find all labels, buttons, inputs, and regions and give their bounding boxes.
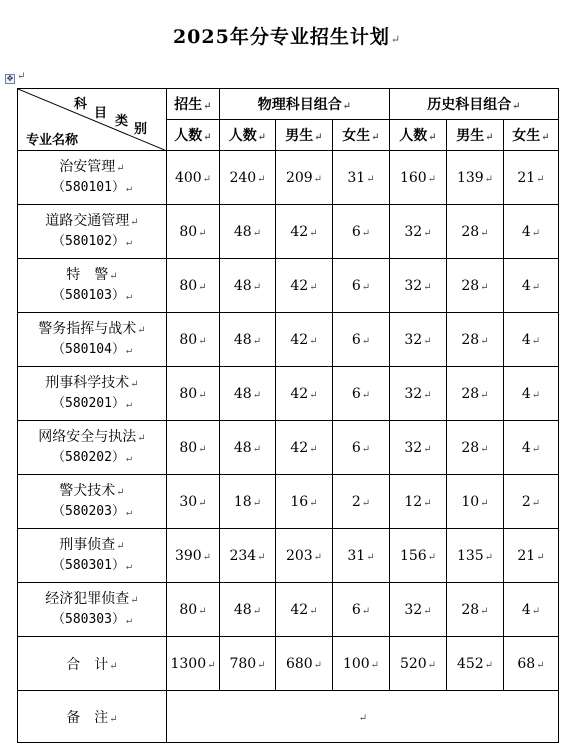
paragraph-mark: ↵ [361,605,371,617]
physics-male-value: 42 [290,331,309,348]
paragraph-mark: ↵ [531,227,541,239]
paragraph-mark: ↵ [252,605,262,617]
title-text: 2025年分专业招生计划 [172,26,390,48]
major-name: 经济犯罪侦查 [45,590,130,607]
physics-total-header: 人数↵ [220,120,276,151]
physics-male-cell [276,583,333,637]
physics-male-cell [276,421,333,475]
paragraph-mark: ↵ [536,551,545,563]
paragraph-mark: ↵ [257,173,266,185]
physics-total-cell [220,259,276,313]
diag-label-3: 类 [115,114,129,129]
enroll-total-value: 80 [179,385,198,402]
history-male-cell [447,475,504,529]
physics-female-value: 31 [347,547,366,564]
physics-total-value: 18 [233,493,252,510]
history-female-value: 4 [521,277,531,294]
paragraph-mark: ↵ [480,227,489,239]
paragraph-mark: ↵ [309,335,318,347]
paragraph-mark: ↵ [252,227,262,239]
paragraph-mark: ↵ [361,335,371,347]
physics-male-cell [276,151,333,205]
diag-label-4: 别 [134,122,148,137]
major-code: （580301） [52,557,125,573]
paragraph-mark: ↵ [361,497,371,509]
remarks-row [18,691,559,743]
physics-female-value: 6 [351,277,361,294]
enroll-total-cell [167,421,220,475]
history-male-cell [447,529,504,583]
history-total-value: 32 [404,331,423,348]
major-name: 道路交通管理 [45,212,130,229]
history-female-value: 4 [521,601,531,618]
table-row [18,151,559,205]
major-cell: 道路交通管理↵ （580102）↵ [18,205,167,259]
physics-male-header: 男生↵ [276,120,333,151]
physics-total-cell [220,151,276,205]
history-female-value: 4 [521,439,531,456]
physics-male-value: 42 [290,601,309,618]
physics-female-cell [333,313,390,367]
totals-enroll-total-cell [167,637,220,691]
physics-total-value: 48 [233,277,252,294]
enroll-header-bottom: 人数↵ [167,120,220,151]
physics-female-cell [333,205,390,259]
history-female-cell [504,421,559,475]
major-name: 网络安全与执法 [38,428,137,445]
physics-total-cell [220,475,276,529]
physics-male-value: 209 [285,169,313,186]
history-total-header: 人数↵ [390,120,447,151]
paragraph-mark: ↵ [370,659,380,671]
enroll-total-value: 80 [179,277,198,294]
totals-physics-male-value: 680 [285,655,313,672]
physics-total-cell [220,421,276,475]
physics-female-header: 女生↵ [333,120,390,151]
table-row [18,205,559,259]
paragraph-mark: ↵ [202,551,212,563]
major-cell: 经济犯罪侦查↵ （580303）↵ [18,583,167,637]
paragraph-mark: ↵ [531,443,541,455]
paragraph-mark: ↵ [480,281,489,293]
totals-physics-total-cell [220,637,276,691]
totals-label-cell: 合 计↵ [18,637,167,691]
physics-total-value: 48 [233,385,252,402]
paragraph-mark: ↵ [202,173,212,185]
major-name: 警犬技术 [59,482,116,499]
enroll-total-value: 80 [179,601,198,618]
history-total-cell [390,259,447,313]
physics-group-header: 物理科目组合↵ [220,89,390,120]
history-male-value: 139 [456,169,484,186]
totals-physics-female-value: 100 [342,655,370,672]
physics-total-value: 234 [229,547,257,564]
physics-male-cell [276,259,333,313]
history-female-cell [504,151,559,205]
history-female-cell [504,583,559,637]
history-male-cell [447,313,504,367]
physics-total-cell [220,313,276,367]
history-total-value: 32 [404,601,423,618]
paragraph-mark: ↵ [313,551,323,563]
physics-male-cell [276,475,333,529]
physics-total-value: 48 [233,331,252,348]
paragraph-mark: ↵ [423,605,432,617]
physics-female-value: 6 [351,331,361,348]
enroll-total-value: 80 [179,439,198,456]
physics-male-cell [276,205,333,259]
physics-total-value: 48 [233,439,252,456]
paragraph-mark: ↵ [257,551,266,563]
history-male-cell [447,583,504,637]
table-row [18,421,559,475]
enroll-total-value: 80 [179,331,198,348]
totals-physics-total-value: 780 [229,655,257,672]
paragraph-mark: ↵ [531,281,541,293]
physics-total-value: 240 [229,169,257,186]
enroll-total-value: 390 [174,547,202,564]
paragraph-mark: ↵ [423,335,432,347]
history-male-cell [447,205,504,259]
paragraph-mark: ↵ [198,443,207,455]
major-code: （580203） [52,503,125,519]
history-total-value: 160 [399,169,427,186]
history-male-cell [447,259,504,313]
paragraph-mark: ↵ [198,281,207,293]
physics-total-cell [220,583,276,637]
paragraph-mark: ↵ [309,227,318,239]
paragraph-mark: ↵ [198,389,207,401]
paragraph-mark: ↵ [427,173,437,185]
history-male-value: 135 [456,547,484,564]
physics-male-value: 42 [290,223,309,240]
enroll-total-value: 30 [179,493,198,510]
table-row [18,475,559,529]
history-female-cell [504,313,559,367]
paragraph-mark: ↵ [366,173,375,185]
major-name: 治安管理 [59,158,116,175]
paragraph-mark: ↵ [309,605,318,617]
enroll-total-cell [167,259,220,313]
major-cell: 刑事侦查↵ （580301）↵ [18,529,167,583]
paragraph-mark: ↵ [427,659,437,671]
history-female-value: 4 [521,331,531,348]
history-female-value: 21 [517,169,536,186]
diagonal-header-cell [18,89,167,151]
paragraph-mark: ↵ [17,71,26,82]
paragraph-mark: ↵ [536,173,545,185]
enroll-total-cell [167,529,220,583]
physics-total-value: 48 [233,601,252,618]
history-female-cell [504,205,559,259]
history-female-cell [504,529,559,583]
table-row [18,259,559,313]
history-female-cell [504,367,559,421]
history-total-cell [390,367,447,421]
totals-enroll-total-value: 1300 [170,655,207,672]
remarks-label-cell: 备 注↵ [18,691,167,743]
history-male-value: 28 [461,439,480,456]
paragraph-mark: ↵ [309,497,318,509]
paragraph-mark: ↵ [366,551,375,563]
enrollment-plan-table [17,88,559,743]
physics-male-value: 42 [290,439,309,456]
history-female-value: 21 [517,547,536,564]
paragraph-mark: ↵ [252,497,262,509]
paragraph-mark: ↵ [252,389,262,401]
history-total-cell [390,475,447,529]
physics-male-value: 203 [285,547,313,564]
totals-history-total-value: 520 [399,655,427,672]
totals-history-male-cell [447,637,504,691]
paragraph-mark: ↵ [484,551,494,563]
history-total-value: 32 [404,439,423,456]
paragraph-mark: ↵ [198,605,207,617]
remarks-value-cell[interactable]: ↵ [167,691,559,743]
totals-row [18,637,559,691]
paragraph-mark: ↵ [198,497,207,509]
enroll-header-top: 招生↵ [167,89,220,120]
enroll-total-cell [167,475,220,529]
paragraph-mark: ↵ [313,659,323,671]
physics-female-cell [333,259,390,313]
major-name: 刑事科学技术 [45,374,130,391]
totals-history-female-value: 68 [517,655,536,672]
physics-male-value: 42 [290,385,309,402]
enroll-total-value: 400 [174,169,202,186]
paragraph-mark: ↵ [252,335,262,347]
paragraph-mark: ↵ [531,389,541,401]
history-male-cell [447,421,504,475]
history-male-cell [447,151,504,205]
paragraph-mark: ↵ [423,497,432,509]
table-row [18,313,559,367]
paragraph-mark: ↵ [361,281,371,293]
physics-female-value: 6 [351,439,361,456]
enroll-total-cell [167,151,220,205]
history-female-value: 4 [521,385,531,402]
physics-male-value: 42 [290,277,309,294]
physics-total-cell [220,367,276,421]
history-total-value: 32 [404,385,423,402]
totals-label: 合 计 [66,656,109,673]
paragraph-mark: ↵ [207,659,216,671]
diag-label-2: 目 [94,106,108,121]
major-code: （580104） [52,341,125,357]
history-male-value: 28 [461,277,480,294]
paragraph-mark: ↵ [361,389,371,401]
history-male-cell [447,367,504,421]
paragraph-mark: ↵ [423,281,432,293]
history-male-header: 男生↵ [447,120,504,151]
physics-female-cell [333,529,390,583]
history-total-cell [390,529,447,583]
history-total-cell [390,583,447,637]
totals-history-total-cell [390,637,447,691]
history-female-value: 4 [521,223,531,240]
major-cell: 警务指挥与战术↵ （580104）↵ [18,313,167,367]
diag-label-major: 专业名称 [26,133,79,148]
diag-label-1: 科 [74,97,88,112]
totals-history-female-cell [504,637,559,691]
history-total-cell [390,151,447,205]
history-female-cell [504,259,559,313]
paragraph-mark: ↵ [531,605,541,617]
paragraph-mark: ↵ [423,227,432,239]
major-code: （580103） [52,287,125,303]
major-name: 特 警 [66,266,109,283]
history-total-cell [390,205,447,259]
paragraph-mark: ↵ [309,281,318,293]
paragraph-mark: ↵ [480,443,489,455]
paragraph-mark: ↵ [313,173,323,185]
paragraph-mark: ↵ [427,551,437,563]
paragraph-mark: ↵ [309,443,318,455]
history-female-header: 女生↵ [504,120,559,151]
paragraph-mark: ↵ [361,227,371,239]
paragraph-mark: ↵ [252,443,262,455]
major-code: （580303） [52,611,125,627]
table-row [18,529,559,583]
physics-female-value: 2 [351,493,361,510]
paragraph-mark: ↵ [361,443,371,455]
table-move-handle-icon[interactable]: ✥ [6,74,14,83]
history-total-cell [390,421,447,475]
paragraph-mark: ↵ [531,335,541,347]
physics-male-cell [276,313,333,367]
physics-female-cell [333,583,390,637]
history-male-value: 28 [461,223,480,240]
physics-female-cell [333,421,390,475]
paragraph-mark: ↵ [423,389,432,401]
paragraph-mark: ↵ [480,335,489,347]
paragraph-mark: ↵ [390,33,402,46]
paragraph-mark: ↵ [531,497,541,509]
physics-total-cell [220,205,276,259]
totals-history-male-value: 452 [456,655,484,672]
paragraph-mark: ↵ [198,335,207,347]
major-code: （580102） [52,233,125,249]
history-total-value: 12 [404,493,423,510]
physics-female-cell [333,367,390,421]
major-name: 警务指挥与战术 [38,320,137,337]
physics-total-cell [220,529,276,583]
major-code: （580202） [52,449,125,465]
paragraph-mark: ↵ [484,173,494,185]
history-male-value: 28 [461,601,480,618]
major-cell: 治安管理↵ （580101）↵ [18,151,167,205]
physics-total-value: 48 [233,223,252,240]
history-male-value: 10 [461,493,480,510]
history-male-value: 28 [461,385,480,402]
paragraph-mark: ↵ [423,443,432,455]
paragraph-mark: ↵ [536,659,545,671]
history-group-header: 历史科目组合↵ [390,89,559,120]
physics-female-cell [333,475,390,529]
physics-female-value: 6 [351,601,361,618]
physics-female-value: 31 [347,169,366,186]
enroll-total-cell [167,583,220,637]
history-total-cell [390,313,447,367]
major-cell: 网络安全与执法↵ （580202）↵ [18,421,167,475]
physics-male-cell [276,529,333,583]
history-female-value: 2 [521,493,531,510]
table-row [18,367,559,421]
enroll-total-cell [167,205,220,259]
enroll-total-cell [167,367,220,421]
paragraph-mark: ↵ [480,389,489,401]
major-cell: 警犬技术↵ （580203）↵ [18,475,167,529]
major-code: （580101） [52,179,125,195]
major-cell: 刑事科学技术↵ （580201）↵ [18,367,167,421]
paragraph-mark: ↵ [480,497,489,509]
paragraph-mark: ↵ [480,605,489,617]
remarks-label: 备 注 [66,709,109,726]
totals-physics-male-cell [276,637,333,691]
table-row [18,583,559,637]
history-total-value: 32 [404,223,423,240]
physics-female-value: 6 [351,223,361,240]
physics-male-cell [276,367,333,421]
physics-male-value: 16 [290,493,309,510]
totals-physics-female-cell [333,637,390,691]
major-cell: 特 警↵ （580103）↵ [18,259,167,313]
paragraph-mark: ↵ [484,659,494,671]
paragraph-mark: ↵ [198,227,207,239]
enroll-total-cell [167,313,220,367]
page-title [0,22,574,49]
paragraph-mark: ↵ [252,281,262,293]
enroll-total-value: 80 [179,223,198,240]
history-male-value: 28 [461,331,480,348]
paragraph-mark: ↵ [309,389,318,401]
paragraph-mark: ↵ [257,659,266,671]
history-female-cell [504,475,559,529]
major-name: 刑事侦查 [59,536,116,553]
physics-female-value: 6 [351,385,361,402]
history-total-value: 156 [399,547,427,564]
physics-female-cell [333,151,390,205]
history-total-value: 32 [404,277,423,294]
major-code: （580201） [52,395,125,411]
